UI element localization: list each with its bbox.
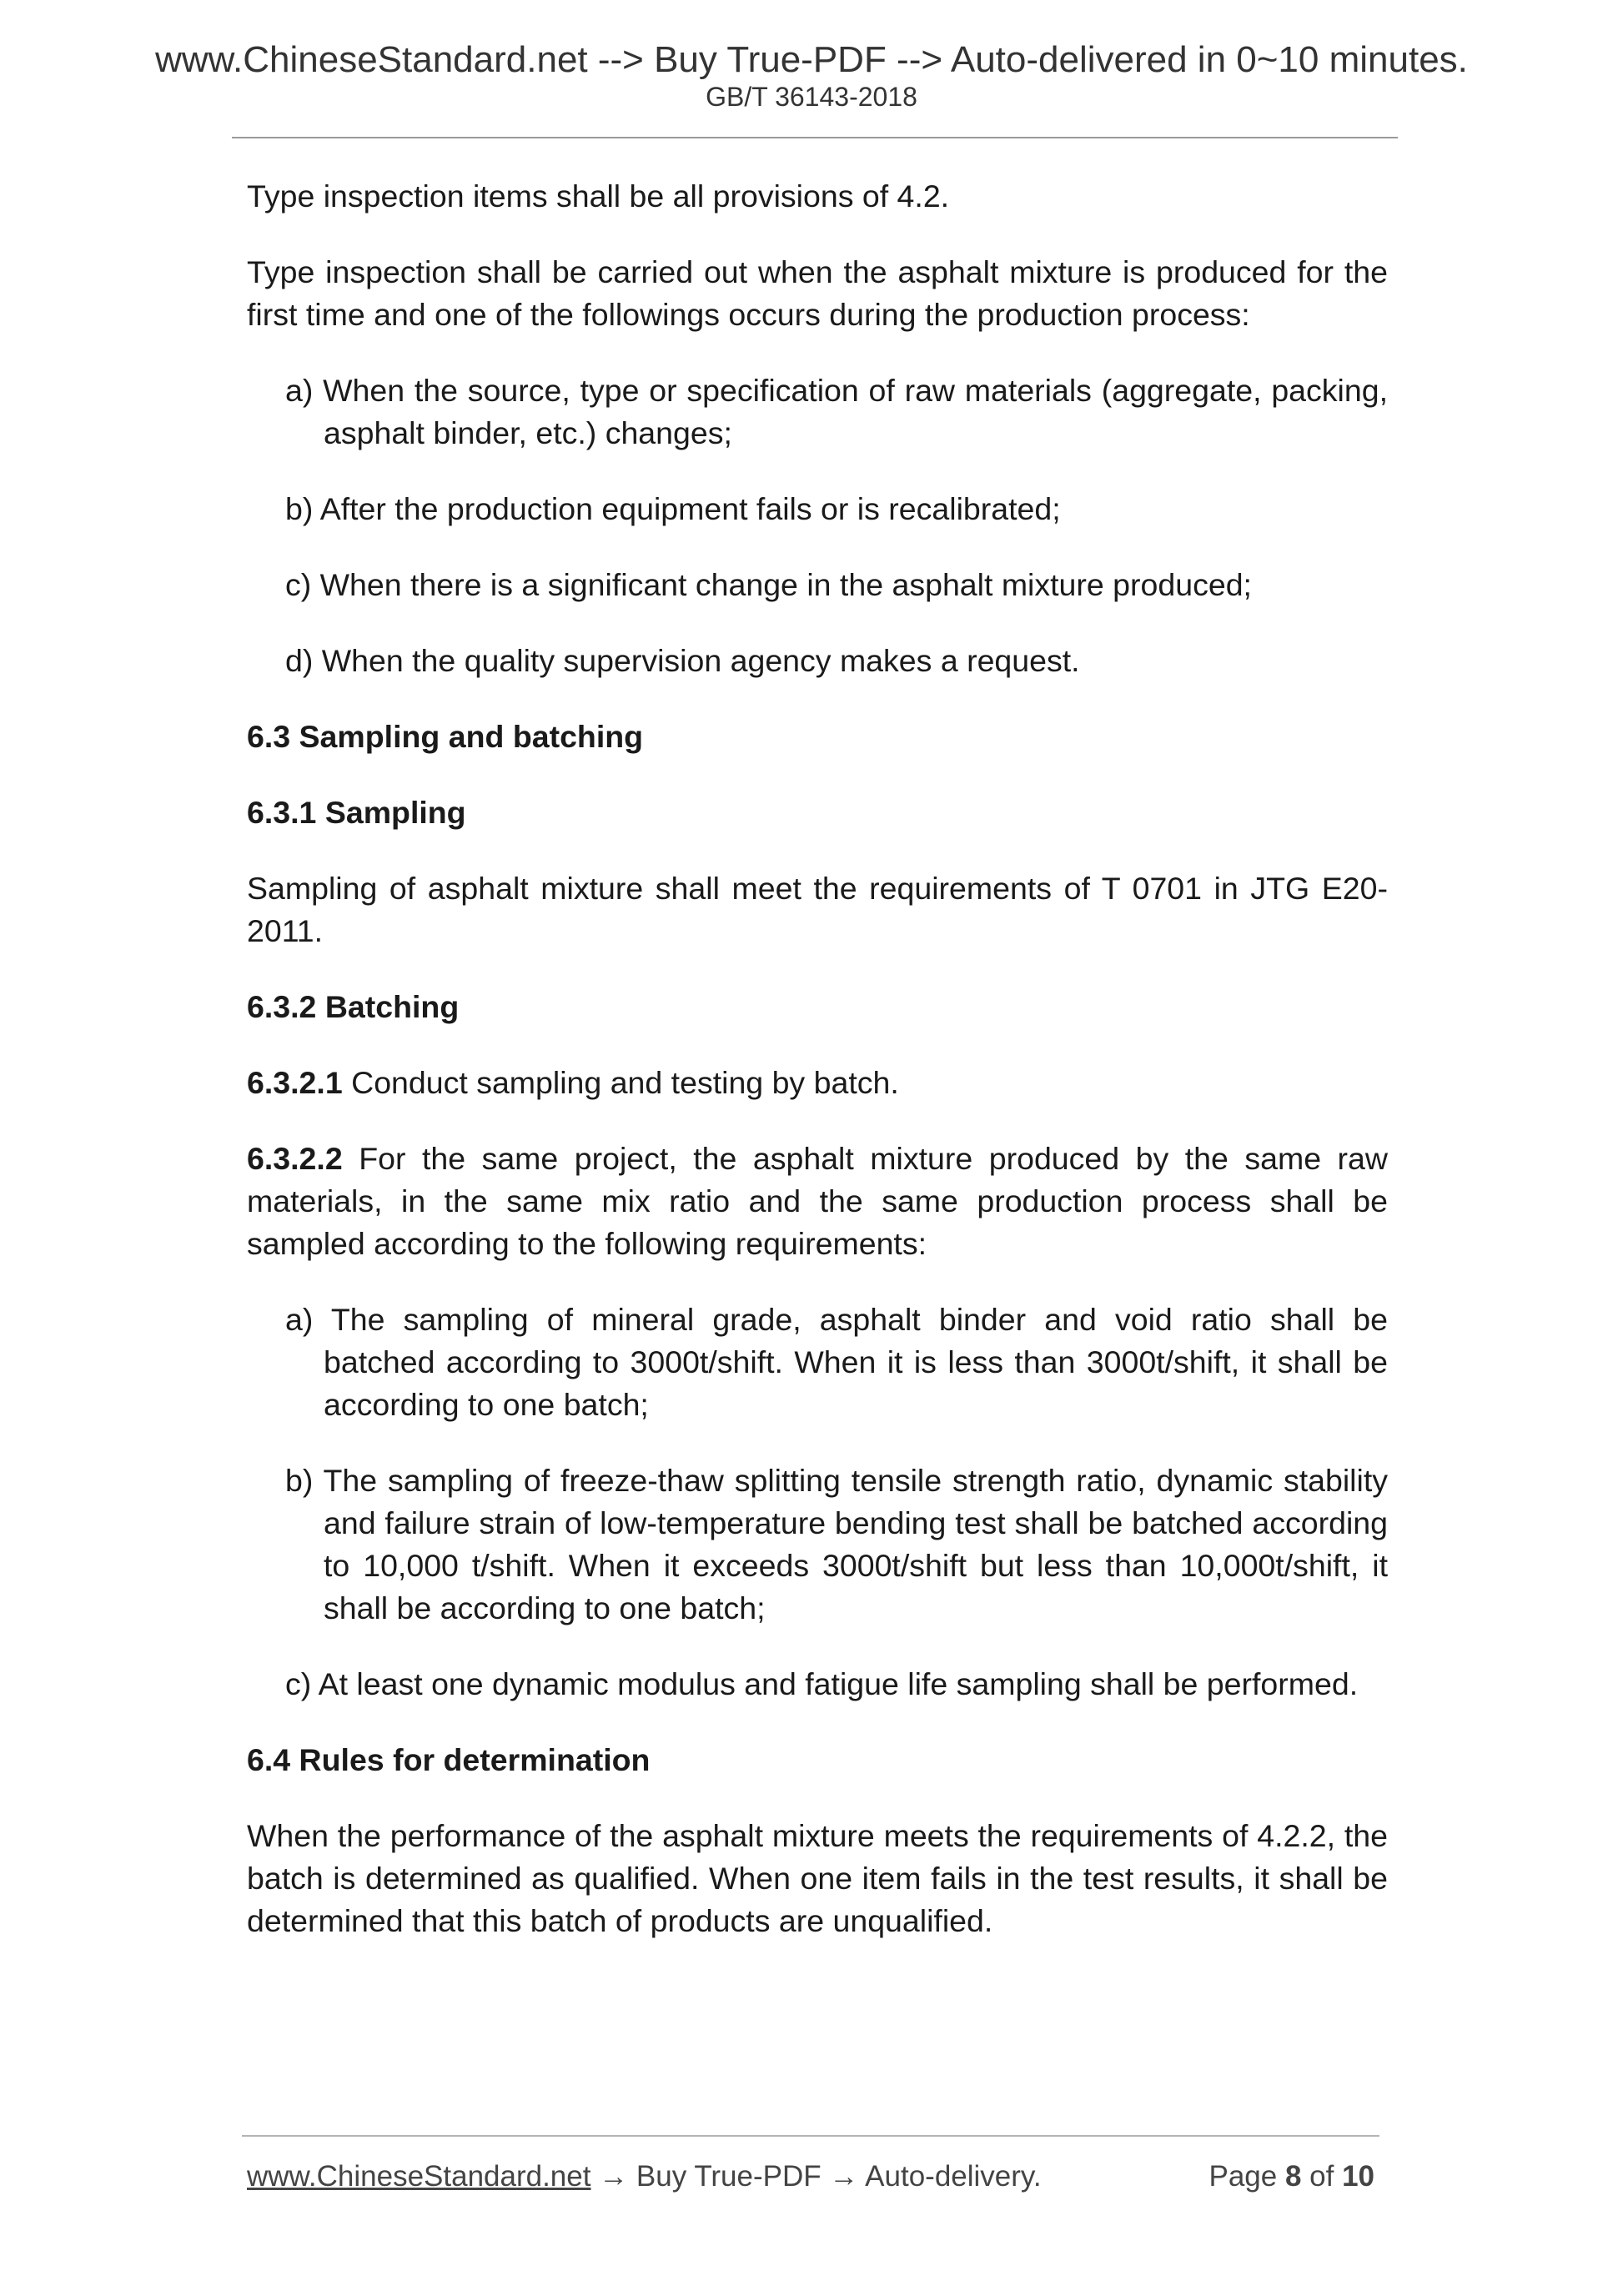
paragraph-type-inspection-items: Type inspection items shall be all provisions of 4.2. (247, 178, 950, 214)
clause-number: 6.3.2.1 (247, 1065, 343, 1100)
current-page: 8 (1284, 2160, 1302, 2193)
list-item: a) When the source, type or specification of raw materials (aggregate, packing, asphalt binder, etc.) changes; (285, 373, 1388, 450)
clause-text: Conduct sampling and testing by batch. (342, 1065, 899, 1100)
list-item: b) After the production equipment fails or is recalibrated; (285, 491, 1061, 526)
page-label: Page (1208, 2160, 1285, 2193)
paragraph-sampling: Sampling of asphalt mixture shall meet the requirements of T 0701 in JTG E20-2011. (247, 871, 1388, 948)
footer-site-link[interactable]: www.ChineseStandard.net (247, 2160, 591, 2193)
section-heading-6-3-1: 6.3.1 Sampling (247, 795, 466, 830)
list-item: d) When the quality supervision agency makes a request. (285, 643, 1080, 678)
footer-divider (242, 2135, 1379, 2137)
document-code: GB/T 36143-2018 (706, 82, 917, 112)
clause-6-3-2-1 (247, 1062, 1388, 1104)
page-content (247, 175, 1388, 1942)
section-heading-6-4: 6.4 Rules for determination (247, 1742, 651, 1777)
header-divider (232, 137, 1398, 138)
list-item: c) At least one dynamic modulus and fatigue life sampling shall be performed. (285, 1666, 1359, 1701)
paragraph-type-inspection-conditions: Type inspection shall be carried out when the asphalt mixture is produced for the first time and one of the followings occurs during the production process: (247, 254, 1388, 332)
list-item: b) The sampling of freeze-thaw splitting tensile strength ratio, dynamic stability and failure strain of low-temperature bending test shall be batched according to 10,000 t/shift. When it exceeds 3000t/shift but less than 10,000t/shift, it shall be according to one batch; (285, 1463, 1388, 1625)
page-number (1208, 2162, 1374, 2191)
header-banner: www.ChineseStandard.net --> Buy True-PDF --> Auto-delivered in 0~10 minutes. (155, 39, 1468, 80)
footer-links (247, 2162, 1042, 2191)
section-heading-6-3: 6.3 Sampling and batching (247, 719, 644, 754)
total-pages: 10 (1342, 2160, 1374, 2193)
of-label: of (1301, 2160, 1343, 2193)
clause-text: For the same project, the asphalt mixture produced by the same raw materials, in the same mix ratio and the same production process shall be sampled according to the following requirements: (247, 1141, 1388, 1261)
clause-6-3-2-2 (247, 1138, 1388, 1265)
clause-number: 6.3.2.2 (247, 1141, 343, 1176)
list-item: c) When there is a significant change in the asphalt mixture produced; (285, 567, 1252, 602)
list-item: a) The sampling of mineral grade, asphalt binder and void ratio shall be batched according to 3000t/shift. When it is less than 3000t/shift, it shall be according to one batch; (285, 1302, 1388, 1422)
section-heading-6-3-2: 6.3.2 Batching (247, 989, 460, 1024)
footer-tagline: → Buy True-PDF → Auto-delivery. (590, 2160, 1042, 2193)
paragraph-determination-rules: When the performance of the asphalt mixture meets the requirements of 4.2.2, the batch is determined as qualified. When one item fails in the test results, it shall be determined that this batch of products are unqualified. (247, 1818, 1388, 1938)
